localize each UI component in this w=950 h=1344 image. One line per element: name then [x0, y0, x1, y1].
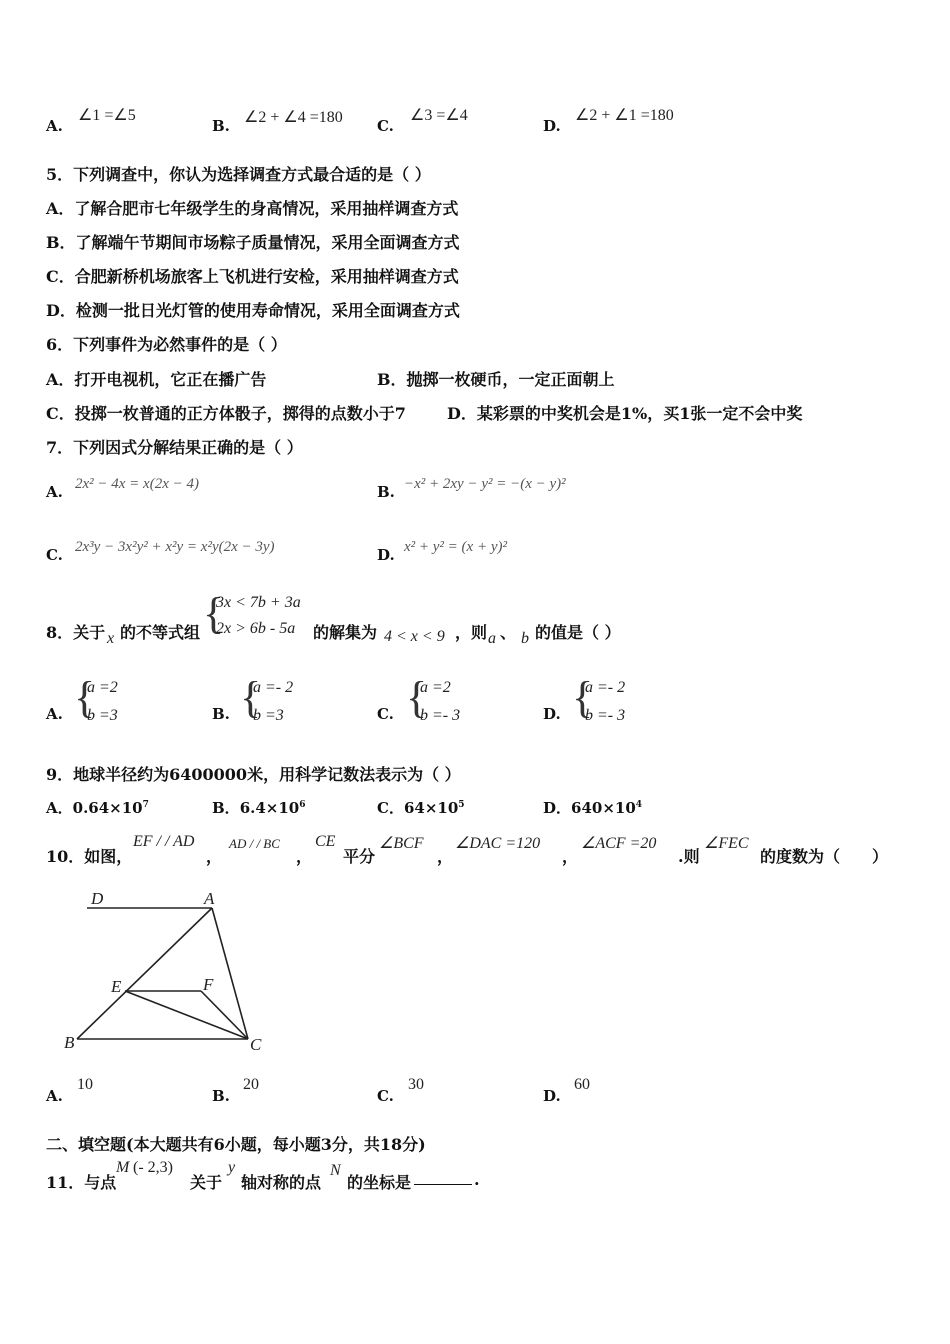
q7-option-d-letter: D. [377, 546, 395, 564]
q9-option-b-exp: 6 [299, 800, 306, 810]
q4-option-d-letter: D. [543, 117, 561, 135]
q8-var-a: a [488, 630, 496, 647]
q11-period: . [474, 1170, 480, 1189]
q8-option-b-line2: b =3 [253, 707, 284, 724]
q7-option-a-letter: A. [46, 483, 63, 501]
q10-comma-3: ， [437, 847, 454, 866]
q7-option-c-letter: C. [46, 546, 63, 564]
q10-math-angle-acf: ∠ACF =20 [581, 835, 657, 852]
q5-option-a: A．了解合肥市七年级学生的身高情况，采用抽样调查方式 [46, 199, 459, 218]
q10-text-4: 的度数为（ ） [760, 847, 889, 866]
q4-option-a-expr: ∠1 =∠5 [78, 107, 136, 124]
q9-option-c-letter: C． [377, 799, 404, 817]
q10-geometry-figure [55, 880, 275, 1060]
q5-stem: 5．下列调查中，你认为选择调查方式最合适的是（ ） [46, 165, 431, 184]
q8-text-5: 的值是（ ） [535, 623, 621, 642]
q11-text-3: 轴对称的点 [241, 1173, 322, 1192]
q8-option-b-line1: a =- 2 [253, 679, 294, 696]
q4-option-b-letter: B. [212, 117, 230, 135]
q8-option-a-line2: b =3 [87, 707, 118, 724]
q9-option-d-letter: D． [543, 799, 572, 817]
q8-var-x: x [107, 630, 115, 647]
q11-math-y: y [228, 1159, 236, 1176]
segment-ab [77, 908, 212, 1039]
q7-option-c-expr: 2x³y − 3x²y² + x²y = x²y(2x − 3y) [75, 539, 275, 555]
q9-option-d [543, 797, 642, 818]
q8-option-c-brace: { [406, 673, 428, 722]
q9-option-d-exp: 4 [635, 800, 643, 810]
q8-option-d-line1: a =- 2 [585, 679, 626, 696]
q8-option-c-line1: a =2 [420, 679, 451, 696]
q8-option-a-line1: a =2 [87, 679, 118, 696]
q8-inequality-2: 2x > 6b - 5a [216, 620, 296, 637]
q9-stem: 9．地球半径约为6400000米，用科学记数法表示为（ ） [46, 765, 461, 784]
q6-option-b: B．抛掷一枚硬币，一定正面朝上 [377, 370, 615, 389]
q10-comma-4: ， [562, 847, 579, 866]
q6-option-c: C．投掷一枚普通的正方体骰子，掷得的点数小于7 [46, 404, 406, 423]
q10-text-1: 10．如图， [46, 847, 133, 866]
section-2-heading: 二、填空题(本大题共有6小题，每小题3分，共18分) [46, 1135, 426, 1154]
q5-option-d: D．检测一批日光灯管的使用寿命情况，采用全面调查方式 [46, 301, 460, 320]
q8-option-b-letter: B. [212, 705, 230, 723]
q10-option-a-letter: A. [46, 1087, 63, 1105]
q10-math-angle-dac: ∠DAC =120 [455, 835, 541, 852]
q9-option-b-base: 6.4×10 [239, 799, 300, 817]
q9-option-a-base: 0.64×10 [72, 799, 143, 817]
q7-option-b-letter: B. [377, 483, 395, 501]
q8-text-4: ，则 [455, 623, 488, 642]
label-e: E [111, 977, 122, 996]
q10-math-angle-bcf: ∠BCF [379, 835, 424, 852]
q8-text-3: 的解集为 [313, 623, 378, 642]
q10-math-ce: CE [315, 833, 336, 850]
q8-text-2: 的不等式组 [120, 623, 201, 642]
q6-option-d: D．某彩票的中奖机会是1%，买1张一定不会中奖 [447, 404, 803, 423]
q9-option-b [212, 797, 306, 818]
q8-option-c-line2: b =- 3 [420, 707, 461, 724]
q10-option-d-letter: D. [543, 1087, 561, 1105]
q8-text-1: 8．关于 [46, 623, 106, 642]
label-f: F [203, 975, 214, 994]
q4-option-a-letter: A. [46, 117, 63, 135]
q10-text-2: 平分 [343, 847, 376, 866]
q4-option-b-expr: ∠2 + ∠4 =180 [244, 109, 343, 126]
q10-comma-1: ， [206, 847, 223, 866]
q8-option-c-letter: C. [377, 705, 394, 723]
q10-math-angle-fec: ∠FEC [704, 835, 749, 852]
q11-math-n: N [330, 1162, 341, 1179]
q10-math-ad-parallel-bc: AD / / BC [229, 836, 280, 851]
label-c: C [250, 1035, 262, 1054]
q7-option-d-expr: x² + y² = (x + y)² [404, 539, 507, 555]
q9-option-c-base: 64×10 [403, 799, 459, 817]
q11-answer-blank[interactable] [414, 1170, 472, 1189]
q10-math-ef-parallel-ad: EF / / AD [133, 833, 195, 850]
q7-option-a-expr: 2x² − 4x = x(2x − 4) [75, 476, 199, 492]
q8-option-a-letter: A. [46, 705, 63, 723]
q10-option-b-letter: B. [212, 1087, 230, 1105]
q7-option-b-expr: −x² + 2xy − y² = −(x − y)² [404, 476, 566, 492]
label-b: B [64, 1033, 75, 1052]
q8-option-b-brace: { [240, 673, 262, 722]
q10-option-c-letter: C. [377, 1087, 394, 1105]
q10-text-3: .则 [678, 847, 700, 866]
q9-option-a-letter: A． [46, 799, 73, 817]
segment-ec [125, 991, 248, 1039]
q8-option-d-brace: { [572, 673, 594, 722]
q9-option-a [46, 797, 149, 818]
segment-ac [212, 908, 248, 1039]
q8-system-brace: { [203, 589, 225, 638]
q4-option-c-letter: C. [377, 117, 394, 135]
q9-option-b-letter: B． [212, 799, 240, 817]
q9-option-c-exp: 5 [458, 800, 465, 810]
q8-option-d-letter: D. [543, 705, 561, 723]
q10-option-a-value: 10 [77, 1076, 93, 1093]
q8-option-d-line2: b =- 3 [585, 707, 626, 724]
q10-option-b-value: 20 [243, 1076, 259, 1093]
q8-separator: 、 [500, 623, 517, 642]
q11-math-m-coords: (- 2,3) [133, 1159, 173, 1176]
q8-var-b: b [521, 630, 529, 647]
q8-inequality-1: 3x < 7b + 3a [216, 594, 301, 611]
q5-option-c: C．合肥新桥机场旅客上飞机进行安检，采用抽样调查方式 [46, 267, 459, 286]
q4-option-d-expr: ∠2 + ∠1 =180 [575, 107, 674, 124]
q9-option-c [377, 797, 465, 818]
q5-option-b: B．了解端午节期间市场粽子质量情况，采用全面调查方式 [46, 233, 460, 252]
q11-text-4: 的坐标是 [347, 1173, 412, 1192]
q8-option-a-brace: { [74, 673, 96, 722]
q10-option-d-value: 60 [574, 1076, 590, 1093]
q4-option-c-expr: ∠3 =∠4 [410, 107, 468, 124]
q7-stem: 7．下列因式分解结果正确的是（ ） [46, 438, 303, 457]
q9-option-a-exp: 7 [142, 800, 149, 810]
q6-option-a: A．打开电视机，它正在播广告 [46, 370, 267, 389]
q6-stem: 6．下列事件为必然事件的是（ ） [46, 335, 287, 354]
q9-option-d-base: 640×10 [571, 799, 636, 817]
q8-solution-set: 4 < x < 9 [384, 628, 445, 645]
q10-option-c-value: 30 [408, 1076, 424, 1093]
label-d: D [91, 889, 104, 908]
q11-text-2: 关于 [190, 1173, 223, 1192]
q11-math-m: M [116, 1159, 130, 1176]
label-a: A [204, 889, 215, 908]
q11-text-1: 11．与点 [46, 1173, 117, 1192]
q10-comma-2: ， [296, 847, 313, 866]
